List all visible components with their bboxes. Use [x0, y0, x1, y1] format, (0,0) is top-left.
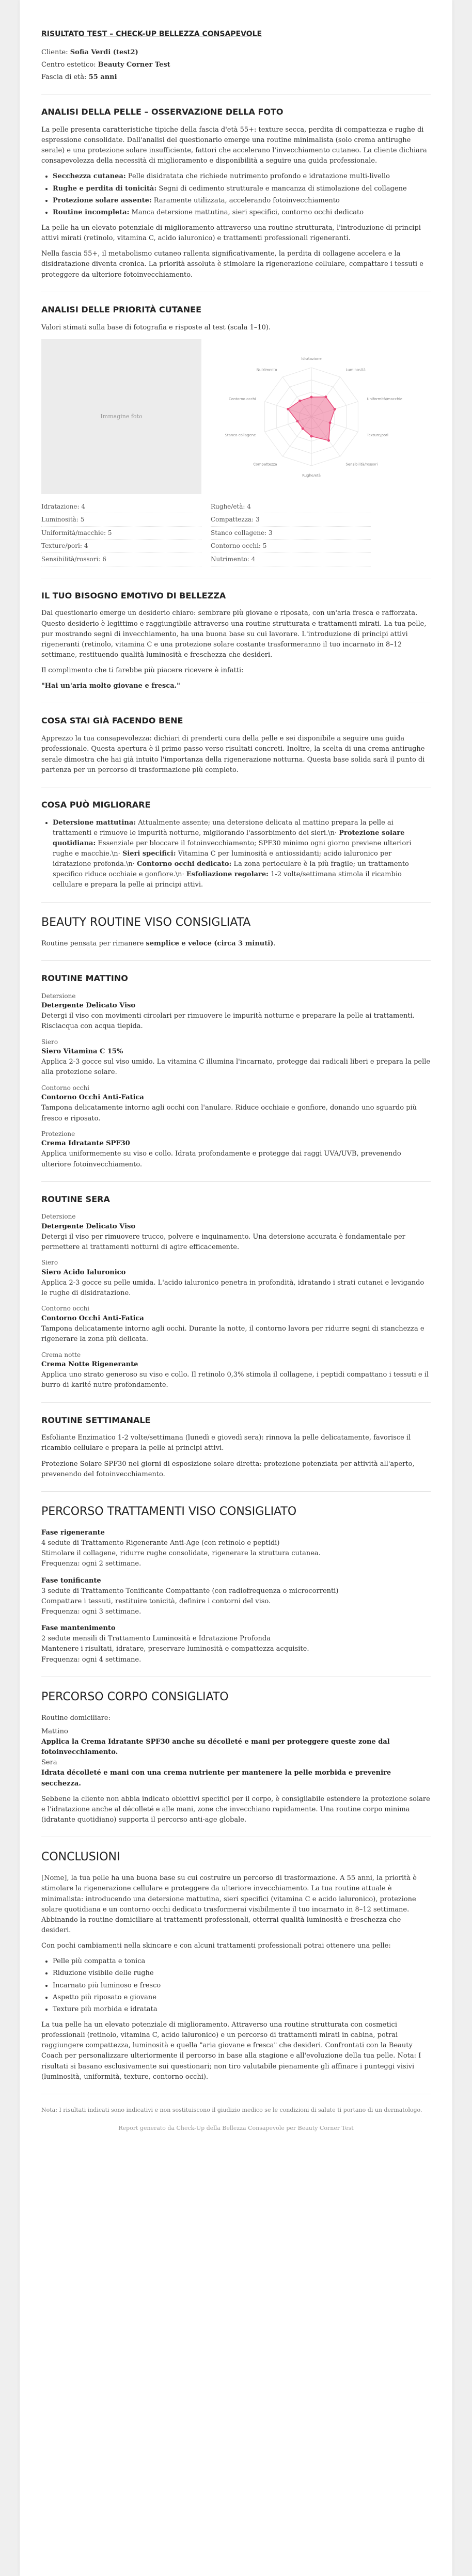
weekly-p2: Protezione Solare SPF30 nel giorni di esposizione solare diretta: protezione potenziata per attività all'aperto, prevenendo del fotoinvecchiamento. [41, 1460, 415, 1478]
radar-axis-label: Compattezza [253, 462, 277, 467]
treatment-phase: Fase tonificante 3 sedute di Trattamento Tonificante Compattante (con radiofrequenza o microcorrenti) Compattare i tessuti, restituire tonicità, definire i contorni del viso. Frequenza: ogni 3 settimane. [41, 1576, 339, 1616]
body-heading: PERCORSO CORPO CONSIGLIATO [41, 1690, 229, 1703]
routine-section [41, 914, 431, 1480]
radar-point [329, 421, 332, 424]
morning-heading: ROUTINE MATTINO [41, 973, 128, 983]
meta-client: Cliente: Sofia Verdi (test2) [41, 48, 138, 56]
routine-step: Contorno occhi Contorno Occhi Anti-Fatica Tampona delicatamente intorno agli occhi. Durante la notte, il contorno lavora per ridurre segni di stanchezza e rigenerare la zona più delicata. [41, 1305, 424, 1344]
score-item: Compattezza: 3 [211, 513, 371, 527]
emotional-p2: Il complimento che ti farebbe più piacere ricevere è infatti: [41, 667, 244, 675]
list-item: • Rughe e perdita di tonicità: Segni di cedimento strutturale e mancanza di stimolazione del collagene [53, 184, 431, 194]
priorities-heading: ANALISI DELLE PRIORITÀ CUTANEE [41, 304, 201, 314]
treatment-phase: Fase mantenimento 2 sedute mensili di Trattamento Luminosità e Idratazione Profonda Mantenere i risultati, idratare, preservare luminosità e compattezza acquisite. Frequenza: ogni 4 settimane. [41, 1624, 309, 1664]
analysis-p3: Nella fascia 55+, il metabolismo cutaneo rallenta significativamente, la perdita di collagene accelera e la disidratazione diventa cronica. La priorità assoluta è stimolare la rigenerazione cellulare, compattare i tessuti e proteggere da ulteriore fotoinvecchiamento. [41, 250, 423, 279]
body-evening-text: Idrata décolleté e mani con una crema nutriente per mantenere la pelle morbida e prevenire secchezza. [41, 1769, 391, 1788]
conclusions-heading: CONCLUSIONI [41, 1851, 120, 1864]
analysis-intro: La pelle presenta caratteristiche tipiche della fascia d'età 55+: texture secca, perdita di compattezza e rughe di espressione consolidate. Dall'analisi del questionario emerge una routine minimalista (solo crema antirughe serale) e una protezione solare insufficiente, fattori che accelerano l'invecchiamento cutaneo. La cliente dichiara consapevolezza della necessità di miglioramento e disponibilità a seguire una guida professionale. [41, 125, 427, 165]
radar-point [334, 407, 336, 410]
radar-point [327, 439, 330, 441]
routine-step: Detersione Detergente Delicato Viso Detergi il viso per rimuovere trucco, polvere e inquinamento. Una detersione accurata è fondamentale per permettere ai trattamenti notturni di agire efficacemente. [41, 1213, 405, 1252]
radar-point [324, 396, 327, 398]
radar-axis-label: Idratazione [301, 356, 322, 361]
radar-point [287, 407, 289, 410]
list-item: • Pelle più compatta e tonica [53, 1956, 431, 1967]
conclusions-list [41, 1956, 431, 2015]
list-item: • Aspetto più riposato e giovane [53, 1993, 431, 2003]
routine-step: Detersione Detergente Delicato Viso Detergi il viso con movimenti circolari per rimuovere le impurità notturne e preparare la pelle ai trattamenti. Risciacqua con acqua tiepida. [41, 992, 415, 1031]
body-morning-text: Applica la Crema Idratante SPF30 anche su décolleté e mani per proteggere queste zone dal fotoinvecchiamento. [41, 1738, 390, 1757]
improve-list [41, 818, 431, 891]
meta-age: Fascia di età: 55 anni [41, 73, 117, 81]
radar-point [296, 420, 298, 422]
evening-steps [41, 1212, 431, 1390]
divider [41, 1491, 431, 1492]
list-item: • Routine incompleta: Manca detersione mattutina, sieri specifici, contorno occhi dedicato [53, 208, 431, 218]
disclaimer-note: Nota: I risultati indicati sono indicativi e non sostituiscono il giudizio medico se le condizioni di salute ti portano di un dermatologo. [41, 2106, 422, 2113]
conclusions-p2: Con pochi cambiamenti nella skincare e con alcuni trattamenti professionali potrai ottenere una pelle: [41, 1942, 391, 1950]
analysis-section [41, 106, 431, 280]
score-item: Contorno occhi: 5 [211, 540, 371, 553]
score-item: Rughe/età: 4 [211, 500, 371, 514]
radar-axis-label: Stanco collagene [225, 433, 256, 437]
body-paragraph: Sebbene la cliente non abbia indicato obiettivi specifici per il corpo, è consigliabile estendere la protezione solare e l'idratazione anche al décolleté e alle mani, zone che invecchiano rapidamente. Una routine corpo minima (idratante quotidiano) supporta il percorso anti-age globale. [41, 1795, 430, 1824]
conclusions-p1: [Nome], la tua pelle ha una buona base su cui costruire un percorso di trasformazione. A 55 anni, la priorità è stimolare la rigenerazione cellulare e proteggere da ulteriore invecchiamento. La tua routine attuale è minimalista: introducendo una detersione mattutina, sieri specifici (vitamina C e acido ialuronico), protezione solare quotidiana e un contorno occhi dedicato trasformerai visibilmente il tuo incarnato in 8–12 settimane. Abbinando la routine domiciliare ai trattamenti professionali, otterrai qualità luminosità e freschezza che desideri. [41, 1874, 417, 1934]
analysis-p2: La pelle ha un elevato potenziale di miglioramento attraverso una routine strutturata, l'introduzione di principi attivi mirati (retinolo, vitamina C, acido ialuronico) e trattamenti professionali rigeneranti. [41, 224, 421, 243]
treatments-heading: PERCORSO TRATTAMENTI VISO CONSIGLIATO [41, 1505, 297, 1518]
score-item: Stanco collagene: 3 [211, 527, 371, 540]
report-title: RISULTATO TEST – CHECK-UP BELLEZZA CONSAPEVOLE [41, 30, 262, 38]
routine-intro: Routine pensata per rimanere semplice e veloce (circa 3 minuti). [41, 939, 276, 947]
routine-step: Protezione Crema Idratante SPF30 Applica uniformemente su viso e collo. Idrata profondamente e protegge dai raggi UVA/UVB, prevenendo ulteriore fotoinvecchiamento. [41, 1130, 401, 1168]
client-meta [41, 48, 431, 83]
radar-axis-label: Rughe/età [302, 473, 321, 478]
weekly-p1: Esfoliante Enzimatico 1-2 volte/settimana (lunedì e giovedì sera): rinnova la pelle delicatamente, favorisce il ricambio cellulare e prepara la pelle ai principi attivi. [41, 1434, 411, 1452]
radar-axis-label: Sensibilità/rossori [345, 462, 378, 467]
radar-point [298, 399, 301, 402]
treatment-phase: Fase rigenerante 4 sedute di Trattamento Rigenerante Anti-Age (con retinolo e peptidi) Stimolare il collagene, ridurre rughe consolidate, rigenerare la struttura cutanea. Frequenza: ogni 2 settimane. [41, 1528, 321, 1568]
radar-point [310, 396, 313, 398]
doing-well-heading: COSA STAI GIÀ FACENDO BENE [41, 716, 183, 726]
conclusions-section [41, 1848, 431, 2132]
body-evening-label: Sera [41, 1759, 57, 1767]
priorities-intro: Valori stimati sulla base di fotografia e risposte al test (scala 1–10). [41, 323, 271, 331]
skin-photo [41, 339, 201, 494]
radar-point [302, 427, 304, 430]
improve-section [41, 799, 431, 891]
radar-chart [211, 339, 412, 494]
conclusions-p3: La tua pelle ha un elevato potenziale di miglioramento. Attraverso una routine strutturata con cosmetici professionali (retinolo, vitamina C, acido ialuronico) e un percorso di trattamenti mirati in cabina, potrai raggiungere compattezza, luminosità e quella "aria giovane e fresca" che desideri. Confrontati con la Beauty Coach per personalizzare ulteriormente il percorso in base alla stagione e all'evoluzione della tua pelle. Nota: I risultati si basano esclusivamente sui questionari; non tiro valutabile pienamente gli affinare i punteggi visivi (luminosità, uniformità, texture, contorno occhi). [41, 2020, 421, 2081]
list-item: • Detersione mattutina: Attualmente assente; una detersione delicata al mattino prepara la pelle ai trattamenti e rimuove le impurità notturne, migliorando l'assorbimento dei sieri.\n· Protezione solare quotidiana: Essenziale per bloccare il fotoinvecchiamento; SPF30 minimo ogni giorno previene ulteriori rughe e macchie.\n· Sieri specifici: Vitamina C per luminosità e antiossidanti; acido ialuronico per idratazione profonda.\n· Contorno occhi dedicato: La zona perioculare è la più fragile; un trattamento specifico riduce occhiaie e gonfiore.\n· Esfoliazione regolare: 1-2 volte/settimana stimola il ricambio cellulare e prepara la pelle ai principi attivi. [53, 818, 431, 891]
scores-grid [41, 500, 431, 566]
chart-area [41, 339, 431, 494]
radar-axis-label: Luminosità [345, 368, 366, 372]
body-morning-label: Mattino [41, 1727, 68, 1735]
list-item: • Incarnato più luminoso e fresco [53, 1981, 431, 1991]
score-item: Sensibilità/rossori: 6 [41, 553, 201, 566]
routine-step: Contorno occhi Contorno Occhi Anti-Fatica Tampona delicatamente intorno agli occhi con l'anulare. Riduce occhiaie e gonfiore, donando uno sguardo più fresco e riposato. [41, 1084, 417, 1123]
emotional-quote: "Hai un'aria molto giovane e fresca." [41, 682, 180, 690]
radar-axis-label: Nutrimento [256, 368, 277, 372]
analysis-heading: ANALISI DELLA PELLE – OSSERVAZIONE DELLA FOTO [41, 107, 284, 117]
score-item: Nutrimento: 4 [211, 553, 371, 566]
doing-well-text: Apprezzo la tua consapevolezza: dichiari di prenderti cura della pelle e sei disponibile a seguire una guida professionale. Questa apertura è il primo passo verso risultati concreti. Inoltre, la scelta di una crema antirughe serale dimostra che hai già intuito l'importanza della rigenerazione notturna. Questa base solida sarà il punto di partenza per un percorso di trasformazione più completo. [41, 735, 425, 774]
score-item: Texture/pori: 4 [41, 540, 201, 553]
morning-steps [41, 991, 431, 1170]
body-section [41, 1688, 431, 1826]
radar-axis-label: Contorno occhi [228, 397, 256, 401]
emotional-heading: IL TUO BISOGNO EMOTIVO DI BELLEZZA [41, 590, 226, 600]
meta-center: Centro estetico: Beauty Corner Test [41, 60, 170, 69]
analysis-list [41, 171, 431, 218]
doing-well-section [41, 715, 431, 775]
radar-axis-label: Texture/pori [367, 433, 389, 437]
divider [41, 1181, 431, 1182]
photo-label: Immagine foto [100, 413, 143, 420]
routine-step: Crema notte Crema Notte Rigenerante Applica uno strato generoso su viso e collo. Il retinolo 0,3% stimola il collagene, i peptidi compattano i tessuti e il burro di karité nutre profondamente. [41, 1351, 429, 1389]
emotional-p1: Dal questionario emerge un desiderio chiaro: sembrare più giovane e riposata, con un'aria fresca e rafforzata. Questo desiderio è legittimo e raggiungibile attraverso una routine strutturata e trattamenti mirati. La tua pelle, pur mostrando segni di invecchiamento, ha una buona base su cui lavorare. L'introduzione di principi attivi rigeneranti (retinolo, vitamina C e una protezione solare costante trasformeranno il tuo incarnato in 8–12 settimane, restituendo qualità luminosità e freschezza che desideri. [41, 609, 427, 659]
emotional-section [41, 590, 431, 692]
priorities-section [41, 304, 431, 566]
divider [41, 902, 431, 903]
report-page [20, 0, 452, 2576]
treatments-section [41, 1503, 431, 1665]
routine-step: Siero Siero Acido Ialuronico Applica 2-3 gocce su pelle umida. L'acido ialuronico penetra in profondità, idratando i strati cutanei e levigando le rughe di disidratazione. [41, 1259, 424, 1298]
list-item: • Secchezza cutanea: Pelle disidratata che richiede nutrimento profondo e idratazione multi-livello [53, 171, 431, 182]
radar-axis-label: Uniformità/macchie [367, 397, 403, 401]
score-item: Luminosità: 5 [41, 513, 201, 527]
improve-heading: COSA PUÒ MIGLIORARE [41, 799, 151, 810]
weekly-heading: ROUTINE SETTIMANALE [41, 1415, 151, 1425]
divider [41, 960, 431, 961]
body-routine-label: Routine domiciliare: [41, 1714, 111, 1722]
list-item: • Protezione solare assente: Raramente utilizzata, accelerando fotoinvecchiamento [53, 196, 431, 206]
score-item: Uniformità/macchie: 5 [41, 527, 201, 540]
report-footer: Report generato da Check-Up della Bellezza Consapevole per Beauty Corner Test [118, 2124, 354, 2131]
routine-heading: BEAUTY ROUTINE VISO CONSIGLIATA [41, 915, 251, 929]
list-item: • Texture più morbida e idratata [53, 2004, 431, 2015]
evening-heading: ROUTINE SERA [41, 1194, 110, 1204]
routine-step: Siero Siero Vitamina C 15% Applica 2-3 gocce sul viso umido. La vitamina C illumina l'incarnato, protegge dai radicali liberi e prepara la pelle alla protezione solare. [41, 1038, 431, 1077]
score-item: Idratazione: 4 [41, 500, 201, 514]
list-item: • Riduzione visibile delle rughe [53, 1968, 431, 1979]
radar-point [310, 435, 313, 437]
divider [41, 1402, 431, 1403]
